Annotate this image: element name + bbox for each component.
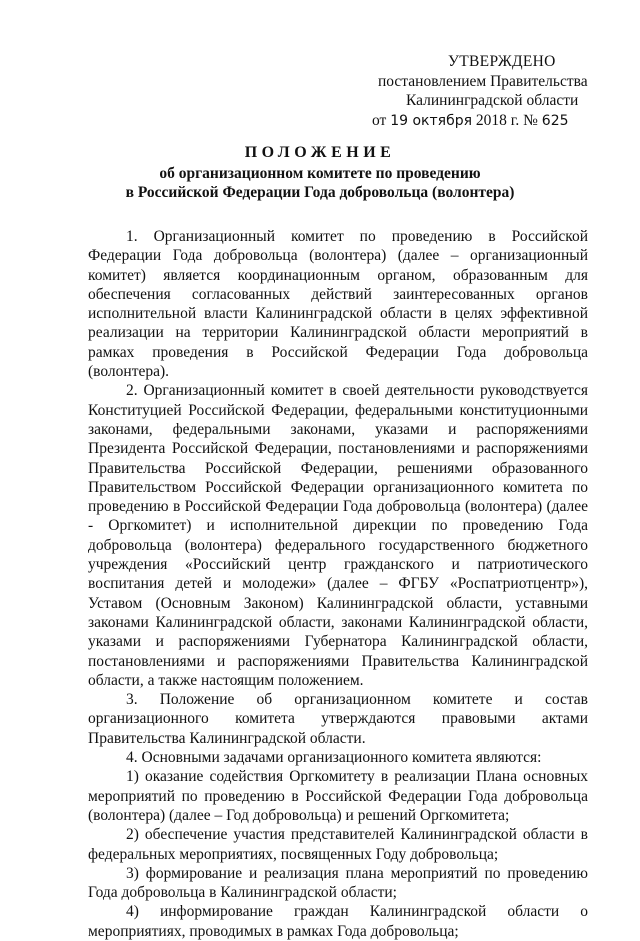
document-subtitle-line-1: об организационном комитете по проведению	[159, 165, 481, 182]
document-heading	[60, 143, 580, 202]
approval-number: 625	[541, 112, 569, 129]
approval-line-2: Калининградской области	[406, 92, 579, 109]
document-subtitle-line-2: в Российской Федерации Года добровольца (волонтера)	[125, 184, 515, 201]
paragraph-task-4: 4) информирование граждан Калининградской области о мероприятиях, проводимых в рамках Года добровольца;	[88, 903, 588, 940]
paragraph-4: 4. Основными задачами организационного комитета являются:	[126, 749, 542, 767]
approval-title: УТВЕРЖДЕНО	[448, 53, 556, 70]
approval-date-value: 19 октября	[390, 112, 473, 129]
paragraph-2: 2. Организационный комитет в своей деятельности руководствуется Конституцией Российской Федерации, федеральными конституционными законами, федеральными законами, указами и распоряжениями Президента Российской Федерации, постановлениями и распоряжениями Правительства Российской Федерации, решениями образованного Правительством Российской Федерации организационного комитета по проведению в Российской Федерации Года добровольца (волонтера) (далее - Оргкомитет) и исполнительной дирекции по проведению Года добровольца (волонтера) федерального государственного бюджетного учреждения «Российский центр гражданского и патриотического воспитания детей и молодежи» (далее – ФГБУ «Роспатриотцентр»), Уставом (Основным Законом) Калининградской области, уставными законами Калининградской области, законами Калининградской области, указами и распоряжениями Губернатора Калининградской области, постановлениями и распоряжениями Правительства Калининградской области, а также настоящим положением.	[88, 382, 588, 689]
paragraph-3: 3. Положение об организационном комитете и состав организационного комитета утверждаются правовыми актами Правительства Калининградской области.	[88, 691, 588, 747]
approval-stamp	[372, 52, 602, 131]
approval-date-year: 2018 г. №	[475, 111, 538, 129]
paragraph-1: 1. Организационный комитет по проведению в Российской Федерации Года добровольца (волонтера) (далее – организационный комитет) является координационным органом, образованным для обеспечения согласованных действий заинтересованных органов исполнительной власти Калининградской области в целях эффективной реализации на территории Калининградской области мероприятий в рамках проведения в Российской Федерации Года добровольца (волонтера).	[88, 228, 588, 381]
paragraph-task-1: 1) оказание содействия Оргкомитету в реализации Плана основных мероприятий по проведению в Российской Федерации Года добровольца (волонтера) (далее – Год добровольца) и решений Оргкомитета;	[88, 768, 588, 824]
approval-date-prefix: от	[372, 111, 387, 129]
paragraph-task-2: 2) обеспечение участия представителей Калининградской области в федеральных мероприятиях, посвященных Году добровольца;	[88, 826, 588, 863]
approval-line-1: постановлением Правительства	[378, 72, 588, 90]
paragraph-task-3: 3) формирование и реализация плана мероприятий по проведению Года добровольца в Калининградской области;	[88, 864, 588, 902]
document-title: ПОЛОЖЕНИЕ	[244, 144, 396, 161]
document-body	[88, 227, 588, 941]
approval-date-line	[372, 111, 602, 132]
